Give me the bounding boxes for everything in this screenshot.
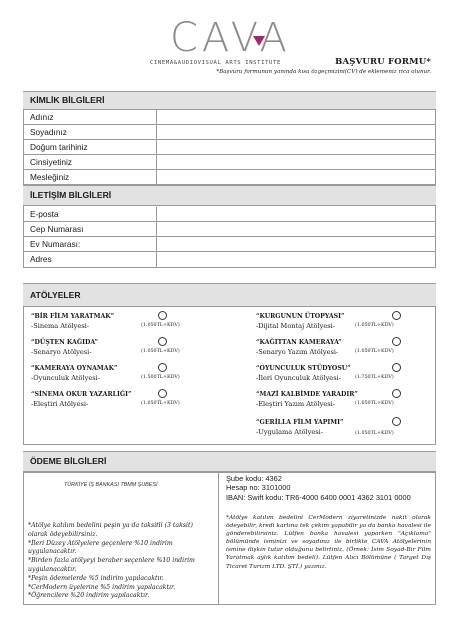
radio-button[interactable] — [158, 311, 167, 320]
identity-heading: KİMLİK BİLGİLERİ — [23, 91, 436, 110]
payment-divider — [218, 472, 219, 605]
workshop-option[interactable] — [31, 313, 221, 330]
workshop-option[interactable] — [31, 365, 221, 382]
workshop-title: “KAĞITTAN KAMERAYA” — [256, 339, 342, 346]
field-mobile[interactable] — [23, 222, 436, 237]
form-title: BAŞVURU FORMU* — [335, 57, 431, 67]
radio-button[interactable] — [158, 389, 167, 398]
payment-note: *Peşin ödemelerde %5 indirim yapılacaktır. — [28, 574, 164, 582]
form-note: *Başvuru formunun yanında kısa özgeçmizini(CV) de eklemeniz rica olunur. — [216, 69, 431, 75]
field-address[interactable] — [23, 252, 436, 268]
radio-button[interactable] — [158, 363, 167, 372]
field-last-name[interactable] — [23, 125, 436, 140]
logo-triangle-icon — [253, 36, 265, 46]
cava-logo — [150, 15, 291, 68]
payment-heading: ÖDEME BİLGİLERİ — [23, 451, 436, 472]
workshop-title: “KAMERAYA OYNAMAK” — [31, 365, 118, 372]
workshop-title: “BİR FİLM YARATMAK” — [31, 313, 115, 320]
workshop-title: “DÜŞTEN KAĞIDA” — [31, 339, 99, 346]
workshop-title: “MAZİ KALBİMDE YARADIR” — [256, 391, 358, 398]
iban: IBAN: Swift kodu: TR6-4000 6400 0001 4362 3101 0000 — [226, 492, 411, 502]
workshop-subtitle: -Dijital Montaj Atölyesi- (1.050TL+KDV) — [256, 322, 394, 330]
workshop-option[interactable] — [256, 365, 436, 382]
field-label: Cep Numarası — [30, 224, 84, 234]
field-label: Adınız — [30, 112, 54, 122]
field-label: Adres — [30, 254, 52, 264]
contact-heading: İLETİŞİM BİLGİLERİ — [23, 185, 436, 206]
workshop-subtitle: -Uygulama Atölyesi- (1.050TL+KDV) — [256, 428, 394, 436]
field-email[interactable] — [23, 207, 436, 222]
workshop-title: “OYUNCULUK STÜDYOSU” — [256, 365, 351, 372]
payment-notes — [28, 522, 214, 601]
field-first-name[interactable] — [23, 110, 436, 125]
field-home-phone[interactable] — [23, 237, 436, 252]
workshop-price: (1.050TL+KDV) — [141, 401, 180, 406]
bank-name: TÜRKİYE İŞ BANKASI TBMM ŞUBESİ — [64, 482, 158, 488]
field-label: Cinsiyetiniz — [30, 157, 72, 167]
logo-subtitle: CINEMA&AUDIOVISUAL ARTS INSTITUTE — [150, 60, 281, 66]
radio-button[interactable] — [158, 337, 167, 346]
payment-note: *Birden fazla atölyeyi beraber seçenlere %10 indirim uygulanacaktır. — [28, 557, 195, 573]
field-gender[interactable] — [23, 155, 436, 170]
radio-button[interactable] — [392, 363, 401, 372]
workshop-option[interactable] — [256, 313, 436, 330]
payment-note: *Öğrencilere %20 indirim yapılacaktır. — [28, 592, 150, 600]
workshop-price: (1.050TL+KDV) — [355, 401, 394, 406]
workshops-heading: ATÖLYELER — [23, 283, 436, 307]
workshop-price: (1.050TL+KDV) — [355, 323, 394, 328]
field-label: Ev Numarası: — [30, 239, 81, 249]
workshop-option[interactable] — [31, 339, 221, 356]
workshop-option[interactable] — [256, 391, 436, 408]
payment-note: *İleri Düzey Atölyelere geçenlere %10 indirim uygulanacaktır. — [28, 539, 173, 556]
workshop-option[interactable] — [256, 339, 436, 356]
workshop-subtitle: -Eleştiri Yazım Atölyesi- (1.050TL+KDV) — [256, 400, 394, 408]
field-profession[interactable] — [23, 170, 436, 185]
workshop-title: “GERİLLA FİLM YAPIMI” — [256, 419, 344, 426]
workshop-option[interactable] — [256, 419, 436, 436]
workshop-subtitle: -Oyunculuk Atölyesi- (1.500TL+KDV) — [31, 374, 180, 382]
workshop-option[interactable] — [31, 391, 221, 408]
workshop-price: (1.050TL+KDV) — [355, 349, 394, 354]
workshop-price: (1.750TL+KDV) — [355, 375, 394, 380]
account-number: Hesap no: 3101000 — [226, 483, 291, 493]
payment-note: *Atölye katılım bedelini peşin ya da taksitli (3 taksit) olarak ödeyebilirsiniz. — [28, 522, 193, 538]
workshop-title: “KURGUNUN ÜTOPYASI” — [256, 313, 345, 320]
workshop-subtitle: -Sinema Atölyesi- (1.050TL+KDV) — [31, 322, 180, 330]
field-label: E-posta — [30, 209, 59, 219]
workshop-price: (1.050TL+KDV) — [355, 431, 394, 436]
account-info — [226, 474, 431, 502]
field-label: Mesleğiniz — [30, 172, 70, 182]
radio-button[interactable] — [392, 311, 401, 320]
branch-code: Şube kodu: 4362 — [226, 474, 282, 483]
workshop-price: (1.050TL+KDV) — [141, 323, 180, 328]
field-birth-date[interactable] — [23, 140, 436, 155]
field-label: Doğum tarihiniz — [30, 142, 88, 152]
workshop-subtitle: -Senaryo Yazım Atölyesi- (1.050TL+KDV) — [256, 348, 394, 356]
radio-button[interactable] — [392, 337, 401, 346]
radio-button[interactable] — [392, 417, 401, 426]
workshop-subtitle: -İleri Oyunculuk Atölyesi- (1.750TL+KDV) — [256, 374, 394, 382]
workshop-subtitle: -Eleştiri Atölyesi- (1.050TL+KDV) — [31, 400, 180, 408]
workshop-price: (1.500TL+KDV) — [141, 375, 180, 380]
radio-button[interactable] — [392, 389, 401, 398]
field-label: Soyadınız — [30, 127, 67, 137]
logo-letters: CAVA — [170, 15, 291, 61]
workshop-title: “SİNEMA OKUR YAZARLIĞI” — [31, 391, 132, 398]
payment-note: *CerModern üyelerine %5 indirim yapılacaktır. — [28, 583, 176, 591]
workshop-subtitle: -Senaryo Atölyesi- (1.050TL+KDV) — [31, 348, 180, 356]
payment-instructions: *Atölye katılım bedelini CerModern ziyaretinizde nakit olarak ödeyebilir, kredi kartına tek çekim yapabilir ya da banka havalesi ile gönderebilirsiniz. Lütfen banka havalesi yaparken "Açıklama" bölümünde isminizi ve soyadınız ile birlikte CAVA Atölyelerinin ismine ilişkin tutar olduğunu belirtiniz. (Örnek: İsim Soyad-Bir Film Yaratmak aylık katılım bedeli). Lütfen Alıcı Bölümüne ( Target Dış Ticaret Turizm LTD. ŞTİ.) yazınız. — [226, 515, 431, 570]
workshop-price: (1.050TL+KDV) — [141, 349, 180, 354]
